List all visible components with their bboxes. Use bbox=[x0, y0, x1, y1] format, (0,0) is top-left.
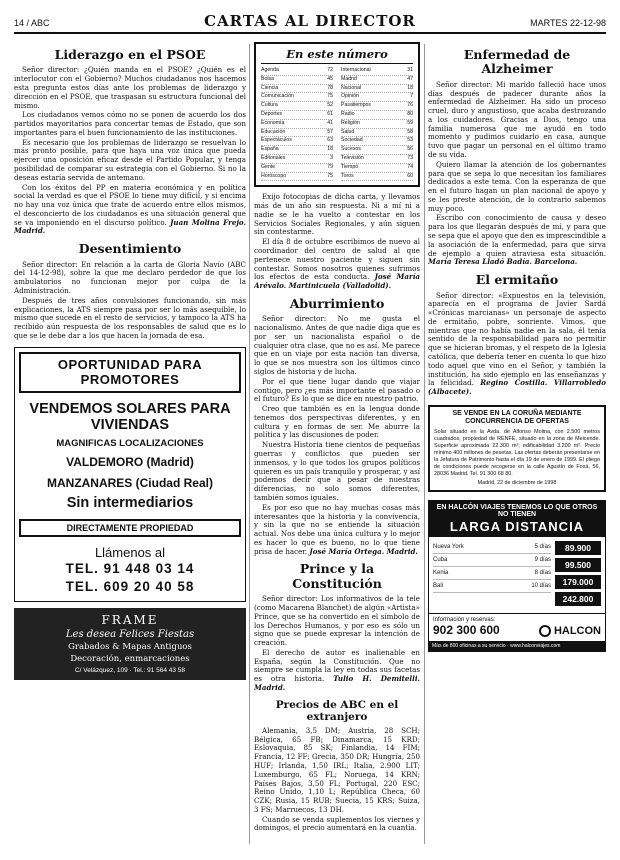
index-grid bbox=[261, 67, 413, 181]
letter-signature: María Teresa Lladó Badía. Barcelona. bbox=[428, 257, 578, 267]
destination-name: Cuba bbox=[433, 556, 448, 563]
ad-phone: TEL. 609 20 40 58 bbox=[65, 579, 195, 595]
letter-paragraph bbox=[14, 184, 246, 237]
destination-row bbox=[433, 580, 551, 593]
letter-paragraph: Quiero llamar la atención de los gobernantes para que se sepa lo que necesitan los familiares dedicados a este tema. Con la esperanza de que en el futuro hagan un plan nacional de apoyo y se les preste atención, de lo contrario sabemos muy poco. bbox=[428, 159, 606, 213]
index-page: 61 bbox=[327, 110, 333, 117]
index-row bbox=[341, 173, 413, 182]
letter-text: Señor director: «Expuestos en la televisión, aparecía en el programa de Javier Sardá «Crónicas marcianas» un personaje de aspecto de ermitaño, pobre, sonriente. Vimos, que mientras que no había nadie en la sala, él tenía sentido de la responsabilidad para no permitir que se hicieran bromas, y el respeto de la Iglesia católica, que debería tener en cuenta lo que hizo todo aquel que vino en el Señor, y también la institución, ha sido ejemplo en las enseñanzas y la felicidad. bbox=[428, 290, 606, 388]
index-page: 53 bbox=[407, 137, 413, 144]
index-page: 60 bbox=[407, 172, 413, 179]
coruna-sale-ad bbox=[428, 405, 606, 492]
index-page: 72 bbox=[327, 67, 333, 73]
index-page: 73 bbox=[407, 154, 413, 161]
destination-name: Kenia bbox=[433, 569, 449, 576]
real-estate-ad bbox=[14, 347, 246, 602]
index-row bbox=[341, 137, 413, 146]
ad-headline: OPORTUNIDAD PARA PROMOTORES bbox=[19, 352, 241, 393]
frame-line: Decoración, enmarcaciones bbox=[70, 653, 190, 664]
ad-body: Solar situado en la Avda. de Alfonso Molina, con 2.500 metros cuadrados, propiedad de RENFE, situado en la zona de Meicende. Superficie aproximada 22.300 m²; edificabilidad 3.200 m². Precio mínimo 400 millones de pesetas. Las ofertas deberán presentarse en la Jefatura de Patrimonio hasta el día 19 de enero de 1999. El pliego de condiciones puede recogerse en la calle Agustín de Foxá, 56, 28036 Madrid. Tel. 91 300 68 80. bbox=[434, 428, 600, 477]
index-page: 74 bbox=[407, 163, 413, 170]
column-rule bbox=[249, 44, 250, 844]
index-label: Editoriales bbox=[261, 154, 286, 161]
index-row bbox=[261, 67, 333, 76]
letter-signature: José María Ortega. Madrid. bbox=[309, 546, 418, 556]
frame-slogan: Les desea Felices Fiestas bbox=[65, 628, 195, 640]
index-page: 45 bbox=[327, 75, 333, 82]
page-header bbox=[14, 12, 606, 34]
letter-paragraph: Creo que también es en la lengua donde tenemos dos perspectivas diferentes, y en cultura y en formas de ser. Me aburre la política y las discusiones de poder. bbox=[254, 404, 420, 440]
index-page: 80 bbox=[407, 110, 413, 117]
index-label: Internacional bbox=[341, 67, 371, 73]
letter-title: Liderazgo en el PSOE bbox=[54, 47, 206, 62]
letter-text: El derecho de autor es inalienable en España, según la Constitución. Que no siempre se cumpla la ley en todas sus facetas es otra historia. bbox=[254, 647, 420, 684]
index-row bbox=[341, 67, 413, 76]
index-column-right bbox=[341, 67, 413, 181]
index-row bbox=[341, 155, 413, 164]
index-label: Televisión bbox=[341, 154, 364, 161]
destination-days: 10 días bbox=[531, 582, 551, 589]
index-page: 47 bbox=[407, 75, 413, 82]
index-row bbox=[261, 85, 333, 94]
letter-paragraph bbox=[428, 214, 606, 267]
column-middle bbox=[254, 42, 420, 856]
destination-price: 99.500 bbox=[555, 558, 601, 572]
ad-contact bbox=[433, 617, 500, 637]
letter-paragraph: Señor director: Mi marido falleció hace unos días después de padecer durante años la enfermedad de Alzheimer. Ha sido un proceso cruel, duro y angustioso, que acaba destrozando a los cuidadores. Gracias a Dios, tengo una familia numerosa que me ayudó en todo momento y pudimos cuidarlo en casa, aunque tuvo que pagar un personal en el último tramo de su vida. bbox=[428, 79, 606, 159]
destination-days: 9 días bbox=[534, 556, 551, 563]
index-label: Pasatiempos bbox=[341, 102, 371, 109]
index-page: 75 bbox=[327, 93, 333, 100]
destination-row bbox=[433, 541, 551, 554]
index-row bbox=[341, 102, 413, 111]
column-rule bbox=[424, 44, 425, 844]
destination-name: Bali bbox=[433, 582, 444, 589]
index-row bbox=[261, 164, 333, 173]
ad-phone: TEL. 91 448 03 14 bbox=[65, 561, 195, 577]
index-label: Deportes bbox=[261, 110, 283, 117]
brand-name: HALCON bbox=[553, 624, 601, 637]
index-row bbox=[261, 173, 333, 182]
letter-text: Escribo con conocimiento de causa y deseo para los que llegarán después de mí, y para que se sepa que el apoyo que den es imprescindible a la asociación de la enfermedad, para que sirva de ejemplo a quien atraviesa esta situación. bbox=[428, 213, 606, 258]
ad-phone: 902 300 600 bbox=[433, 622, 500, 637]
index-label: Sucesos bbox=[341, 146, 361, 153]
letter-paragraph bbox=[254, 238, 420, 291]
column-left bbox=[14, 42, 246, 856]
index-row bbox=[341, 76, 413, 85]
letter-paragraph bbox=[428, 292, 606, 397]
index-label: Agenda bbox=[261, 67, 279, 73]
ad-info-label: Información y reservas: bbox=[433, 616, 496, 623]
letter-paragraph: Por el que tiene lugar dando que viajar contigo, pero ¿es más importante el pasado o el futuro? Es lo que se dice en nuestro patrio. bbox=[254, 376, 420, 404]
letter-paragraph: Señor director: En relación a la carta de Gloria Navío (ABC del 14-12-98), sobre la que me declaro perdedor de que los ambulatorios no funcionan mejor por culpa de la Administración. bbox=[14, 259, 246, 295]
index-row bbox=[341, 146, 413, 155]
index-page: 78 bbox=[327, 84, 333, 91]
index-page: 18 bbox=[407, 84, 413, 91]
ad-tagline: EN HALCÓN VIAJES TENEMOS LO QUE OTROS NO TIENEN bbox=[436, 503, 598, 518]
destination-row bbox=[433, 567, 551, 580]
index-label: Salud bbox=[341, 128, 355, 135]
index-label: Tiempo bbox=[341, 163, 359, 170]
frame-line: Grabados & Mapas Antiguos bbox=[68, 641, 192, 652]
letter-signature: Juan Molina Frejo. Madrid. bbox=[14, 217, 246, 236]
index-row bbox=[341, 164, 413, 173]
letter-signature: Regino Costilla. Villarrobledo (Albacete). bbox=[428, 378, 606, 397]
prices-paragraph: Alemania, 3,5 DM; Austria, 28 SCH; Bélgica, 65 FB; Dinamarca, 15 KRD; Eslovaquia, 85 SK; Finlandia, 14 FIM; Francia, 12 FF; Grecia, 350 DR; Hungría, 250 HUF; Irlanda, 1,50 IRL; Italia, 2.900 LIT; Luxemburgo, 65 FL; Noruega, 14 KRN; Países Bajos, 3,50 FL; Portugal, 220 ESC; Reino Unido, 1,10 L; República Checa, 60 CZK; Rusia, 15 RUB; Suecia, 15 KRS; Suiza, 3 FS; Marruecos, 13 DH. bbox=[254, 725, 420, 814]
price-list bbox=[555, 541, 601, 609]
index-label: Espectáculos bbox=[261, 137, 292, 144]
frame-ad bbox=[14, 608, 246, 680]
letter-paragraph: Señor director: No me gusta el nacionalismo. Antes de que nadie diga que es por ser un nacionalista español o de cualquier otra clase, que no es así. Me parece que en un viaje por esta nación tan diversa, lo que se nos muestra son los últimos cinco siglos de historia y de lucha. bbox=[254, 314, 420, 377]
index-label: Religión bbox=[341, 119, 360, 126]
letter-title: El ermitaño bbox=[475, 272, 559, 288]
ad-title: SE VENDE EN LA CORUÑA MEDIANTE CONCURRENCIA DE OFERTAS bbox=[452, 409, 582, 426]
halcon-travel-ad bbox=[428, 500, 606, 652]
ad-call: Llámenos al bbox=[94, 545, 166, 561]
index-box bbox=[254, 42, 420, 187]
index-label: Educación bbox=[261, 128, 286, 135]
index-column-left bbox=[261, 67, 333, 181]
index-label: Gente bbox=[261, 163, 276, 170]
destination-list bbox=[433, 541, 551, 609]
index-label: Cultura bbox=[261, 102, 278, 109]
index-row bbox=[261, 129, 333, 138]
index-page: 75 bbox=[327, 172, 333, 179]
ad-date: Madrid, 22 de diciembre de 1998 bbox=[477, 479, 557, 486]
index-page: 3 bbox=[330, 154, 333, 161]
ad-subtitle: MAGNIFICAS LOCALIZACIONES bbox=[56, 438, 204, 450]
index-row bbox=[261, 102, 333, 111]
letter-signature: José María Arévalo. Martinicuela (Valladolid). bbox=[254, 272, 420, 291]
index-row bbox=[261, 111, 333, 120]
letter-text: Con los éxitos del PP en materia económica y en política social la verdad es que el PSOE lo tiene muy difícil, y si encima no hay una voz única que trate de acuerdo entre ellos mismos, el desconcierto de los ciudadanos es una situación general que se va imponiendo en el discurso político. bbox=[14, 182, 246, 227]
index-row bbox=[341, 129, 413, 138]
index-row bbox=[261, 137, 333, 146]
index-label: Sociedad bbox=[341, 137, 363, 144]
page-number: 14 / ABC bbox=[14, 18, 50, 28]
halcon-logo-icon bbox=[539, 625, 551, 637]
index-row bbox=[261, 120, 333, 129]
destination-price: 89.900 bbox=[555, 541, 601, 555]
ad-location: MANZANARES (Ciudad Real) bbox=[46, 476, 213, 491]
index-page: 41 bbox=[327, 119, 333, 126]
ad-no-intermediaries: Sin intermediarios bbox=[66, 495, 194, 512]
letter-title: Prince y la Constitución bbox=[292, 561, 382, 591]
index-label: Ciencia bbox=[261, 84, 279, 91]
index-page: 79 bbox=[327, 163, 333, 170]
index-label: Nacional bbox=[341, 84, 362, 91]
index-page: 63 bbox=[327, 137, 333, 144]
letter-paragraph: Los ciudadanos vemos cómo no se ponen de acuerdo los dos partidos mayoritarios para concertar temas de Estado, que son importantes para el buen funcionamiento de las instituciones. bbox=[14, 110, 246, 137]
index-label: España bbox=[261, 146, 279, 153]
letter-paragraph: Exijo fotocopias de dicha carta, y llevamos más de un año sin respuesta. Ni a mí ni a nadie se le ha vuelto a contestar en los Servicios Sociales Regionales, y aún siguen sin contestarme. bbox=[254, 192, 420, 237]
ad-banner bbox=[429, 501, 605, 537]
index-page: 18 bbox=[327, 146, 333, 153]
index-label: Madrid bbox=[341, 75, 357, 82]
ad-offer: VENDEMOS SOLARES PARA VIVIENDAS bbox=[29, 400, 231, 434]
letter-paragraph: Nuestra Historia tiene cientos de pequeñas guerras y conflictos que pueden ser inmensos, y lo que todos los grupos políticos quieren es un país tranquilo y prosperar, y así podemos decir que a pesar de nuestras diferencias, no solo somos diferentes, también somos iguales. bbox=[254, 440, 420, 502]
letter-signature: Tulio H. Demitelli. Madrid. bbox=[254, 674, 420, 692]
ad-footer-bar: Más de 800 oficinas a su servicio · www.halconviajes.com bbox=[429, 641, 605, 651]
column-right bbox=[428, 42, 606, 856]
ad-footer bbox=[429, 613, 605, 641]
letter-paragraph: Es necesario que los problemas de liderazgo se resuelvan lo más pronto posible, para que haya una voz única que pueda ejercer una oposición eficaz desde el Partido Popular, y tenga posibilidad de comparar su estrategia con el Gobierno. Si no la deseas estaría servida de antemano. bbox=[14, 137, 246, 182]
section-title: CARTAS AL DIRECTOR bbox=[204, 12, 416, 30]
index-label: Economía bbox=[261, 119, 285, 126]
issue-date: MARTES 22-12-98 bbox=[530, 18, 606, 28]
index-row bbox=[261, 155, 333, 164]
index-page: 57 bbox=[327, 128, 333, 135]
ad-offers bbox=[429, 537, 605, 613]
index-row bbox=[341, 111, 413, 120]
index-row bbox=[341, 93, 413, 102]
ad-location: VALDEMORO (Madrid) bbox=[66, 455, 194, 470]
letter-paragraph: Después de tres años convulsiones funcionando, sin más explicaciones, la ATS siempre pasa por ser lo más asequible, lo mismo que sucede en el resto de servicios, y tampoco la ATS ha recibido aún respuesta de los responsables de salud que es lo que se le debe dar a los que hacen la jornada de esa. bbox=[14, 295, 246, 340]
index-page: 59 bbox=[407, 119, 413, 126]
index-page: 76 bbox=[407, 102, 413, 109]
destination-price: 242.800 bbox=[555, 592, 601, 606]
letter-paragraph: Señor director: ¿Quién manda en el PSOE? ¿Quién es el interlocutor con el Gobierno? Muchos ciudadanos nos hacemos esta pregunta estos días ante los problemas de liderazgo y dirección en el PSOE, que traspasan su estructura funcional del mismo. bbox=[14, 65, 246, 110]
index-label: Bolsa bbox=[261, 75, 274, 82]
index-row bbox=[261, 93, 333, 102]
index-row bbox=[341, 120, 413, 129]
halcon-logo bbox=[539, 625, 601, 637]
prices-title: Precios de ABC en el extranjero bbox=[275, 698, 399, 723]
letter-title: Enfermedad de Alzheimer bbox=[463, 47, 571, 77]
letter-paragraph: Señor director: Los informativos de la tele (como Macarena Blanchet) de algún «Artista» Prince, que se ha convertido en el símbolo de los Derechos Humanos, y por eso es sólo un signo que se puede expresar la intención de creación. bbox=[254, 594, 420, 648]
index-label: Toros bbox=[341, 172, 354, 179]
index-page: 31 bbox=[407, 67, 413, 73]
index-page: 56 bbox=[407, 146, 413, 153]
index-page: 52 bbox=[327, 102, 333, 109]
index-label: Opinión bbox=[341, 93, 359, 100]
index-row bbox=[341, 85, 413, 94]
destination-row bbox=[433, 554, 551, 567]
index-row bbox=[261, 76, 333, 85]
letter-title: Aburrimiento bbox=[289, 295, 385, 311]
prices-paragraph: Cuando se venda suplementos los viernes y domingos, el precio aumentará en la cuantía. bbox=[254, 814, 420, 833]
index-label: Radio bbox=[341, 110, 355, 117]
index-title: En este número bbox=[261, 47, 413, 64]
destination-name: Nueva York bbox=[433, 543, 464, 550]
letter-paragraph bbox=[254, 504, 420, 557]
letter-text: Es por eso que no hay muchas cosas más interesantes que la historia y la convivencia, y sin la que no se entiende la situación actual. Nos debe una única cultura y lo mejor es hacer lo que es bueno, no lo que tiene prisa de hacer. bbox=[254, 502, 420, 556]
ad-direct: DIRECTAMENTE PROPIEDAD bbox=[19, 519, 241, 537]
destination-days: 5 días bbox=[534, 543, 551, 550]
index-label: Comunicación bbox=[261, 93, 294, 100]
index-page: 58 bbox=[407, 128, 413, 135]
frame-name: FRAME bbox=[101, 612, 159, 627]
frame-address: C/ Velázquez, 109 · Tel.: 91 564 43 58 bbox=[74, 666, 186, 674]
letter-text: El día 8 de octubre escribimos de nuevo al coordinador del centro de salud al que pertenece nuestro paciente y siguen sin contestar. Somos nosotros quienes sufrimos los efectos de esta conducta. bbox=[254, 237, 420, 282]
ad-headline: LARGA DISTANCIA bbox=[449, 518, 585, 534]
index-page: 7 bbox=[410, 93, 413, 100]
destination-price: 179.000 bbox=[555, 575, 601, 589]
index-label: Horóscopo bbox=[261, 172, 287, 179]
letter-paragraph bbox=[254, 649, 420, 693]
destination-days: 8 días bbox=[534, 569, 551, 576]
index-row bbox=[261, 146, 333, 155]
letter-title: Desentimiento bbox=[78, 241, 182, 257]
